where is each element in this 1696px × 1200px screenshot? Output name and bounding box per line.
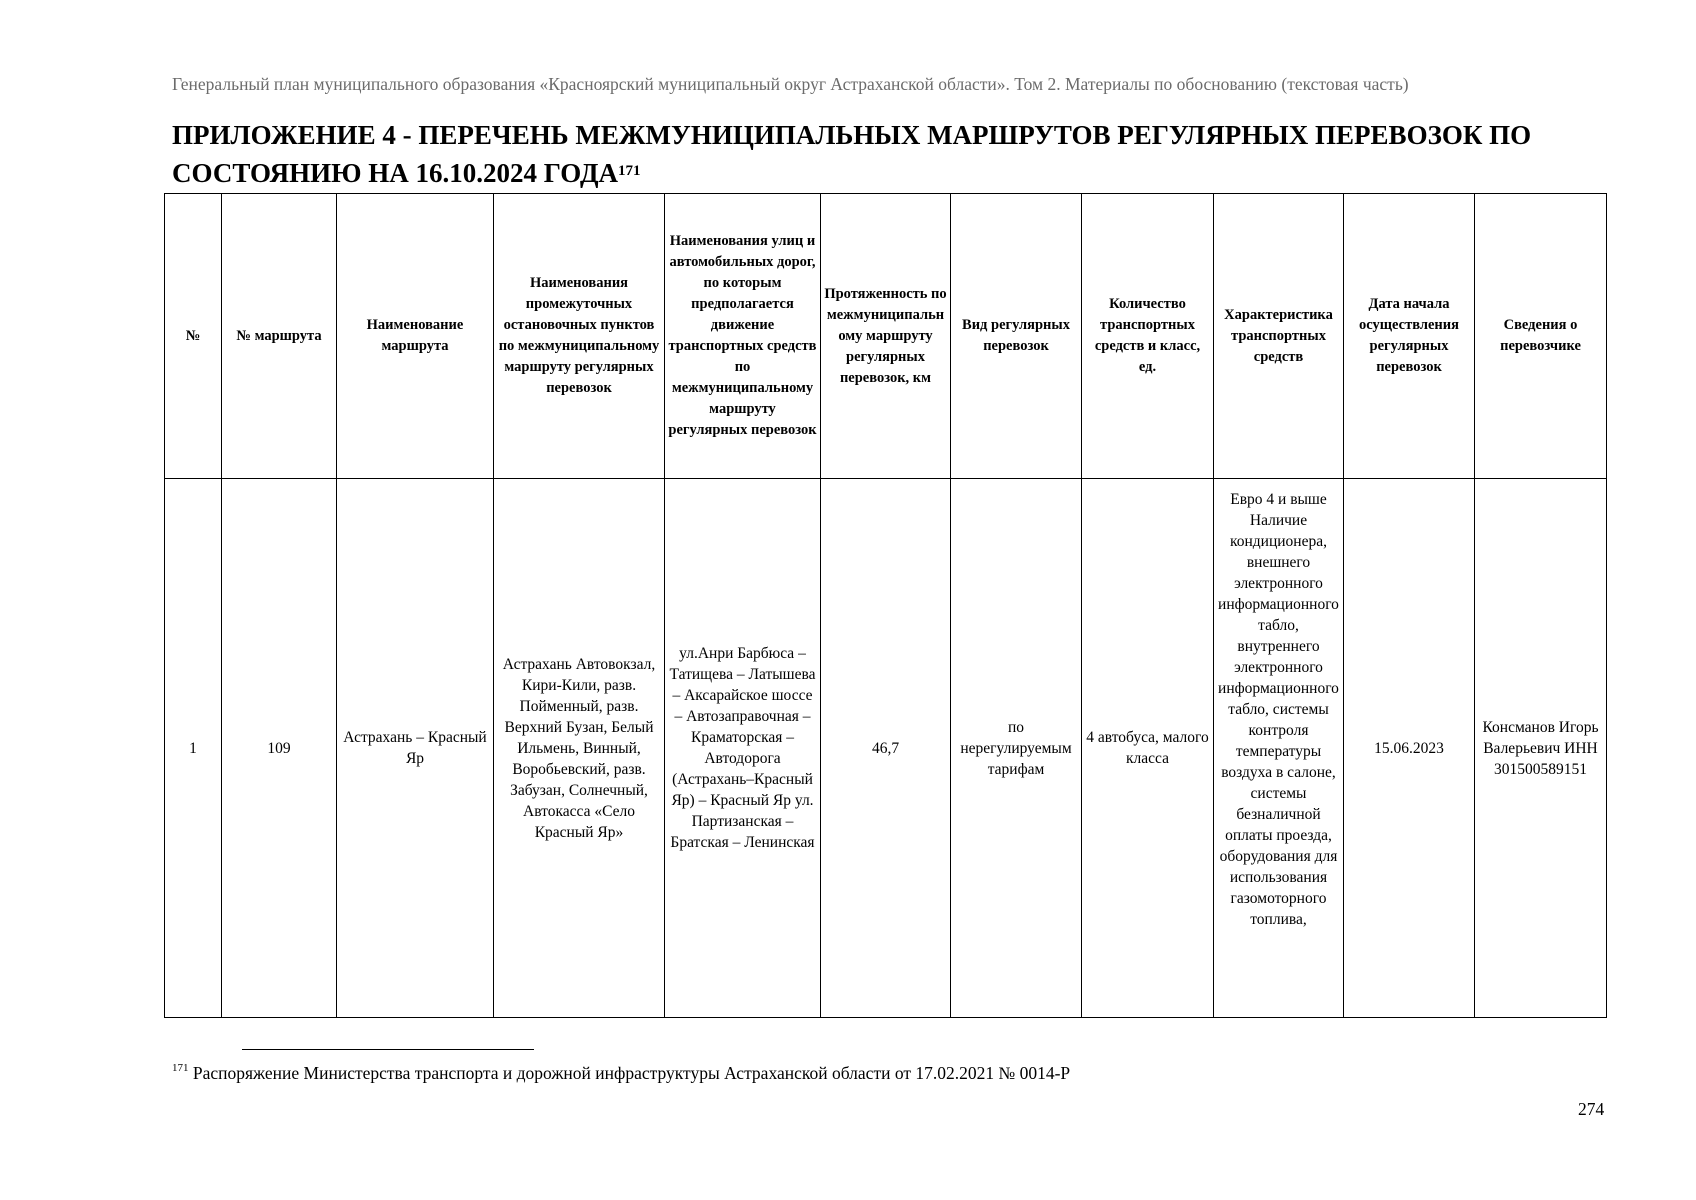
cell-route-name: Астрахань – Красный Яр <box>337 479 494 1018</box>
running-header: Генеральный план муниципального образования «Красноярский муниципальный округ Астраханской области». Том 2. Материалы по обоснованию (текстовая часть) <box>172 74 1409 94</box>
header-cell-vehicles: Количество транспортных средств и класс, ед. <box>1082 194 1214 479</box>
cell-transport-type: по нерегулируемым тарифам <box>951 479 1082 1018</box>
page-number: 274 <box>1578 1099 1605 1119</box>
header-cell-transport-type: Вид регулярных перевозок <box>951 194 1082 479</box>
footnote-text: Распоряжение Министерства транспорта и дорожной инфраструктуры Астраханской области от 17.02.2021 № 0014-Р <box>188 1063 1071 1083</box>
header-cell-streets: Наименования улиц и автомобильных дорог, по которым предполагается движение транспортных средств по межмуниципальному маршруту регулярных перевозок <box>665 194 821 479</box>
characteristics-text: Евро 4 и выше Наличие кондиционера, внешнего электронного информационного табло, внутреннего электронного информационного табло, системы контроля температуры воздуха в салоне, системы безналичной оплаты проезда, оборудования для использования газомоторного топлива, <box>1218 491 1339 928</box>
cell-vehicles: 4 автобуса, малого класса <box>1082 479 1214 1018</box>
cell-characteristics <box>1214 479 1344 1018</box>
header-cell-stops: Наименования промежуточных остановочных пунктов по межмуниципальному маршруту регулярных перевозок <box>494 194 665 479</box>
footnote-mark: 171 <box>172 1062 189 1074</box>
cell-start-date: 15.06.2023 <box>1344 479 1475 1018</box>
routes-table <box>164 193 1607 1018</box>
header-cell-num: № <box>165 194 222 479</box>
table-header-row <box>165 194 1607 479</box>
title-footnote-ref: 171 <box>618 163 641 179</box>
header-cell-route-no: № маршрута <box>222 194 337 479</box>
header-cell-characteristics: Характеристика транспортных средств <box>1214 194 1344 479</box>
page-title-text: ПРИЛОЖЕНИЕ 4 - ПЕРЕЧЕНЬ МЕЖМУНИЦИПАЛЬНЫХ МАРШРУТОВ РЕГУЛЯРНЫХ ПЕРЕВОЗОК ПО СОСТОЯНИЮ НА 16.10.2024 ГОДА <box>172 120 1532 188</box>
header-cell-carrier: Сведения о перевозчике <box>1475 194 1607 479</box>
header-cell-start-date: Дата начала осуществления регулярных перевозок <box>1344 194 1475 479</box>
footnote-divider <box>242 1049 534 1050</box>
cell-carrier: Консманов Игорь Валерьевич ИНН 301500589151 <box>1475 479 1607 1018</box>
page-title <box>172 116 1622 192</box>
table-row <box>165 479 1607 1018</box>
header-cell-length: Протяженность по межмуниципальному маршруту регулярных перевозок, км <box>821 194 951 479</box>
footnote <box>172 1063 1070 1084</box>
cell-num: 1 <box>165 479 222 1018</box>
cell-streets: ул.Анри Барбюса – Татищева – Латышева – Аксарайское шоссе – Автозаправочная – Краматорская – Автодорога (Астрахань–Красный Яр) – Красный Яр ул. Партизанская – Братская – Ленинская <box>665 479 821 1018</box>
cell-route-no: 109 <box>222 479 337 1018</box>
cell-stops: Астрахань Автовокзал, Кири-Кили, разв. Пойменный, разв. Верхний Бузан, Белый Ильмень, Винный, Воробьевский, разв. Забузан, Солнечный, Автокасса «Село Красный Яр» <box>494 479 665 1018</box>
cell-length: 46,7 <box>821 479 951 1018</box>
header-cell-route-name: Наименование маршрута <box>337 194 494 479</box>
